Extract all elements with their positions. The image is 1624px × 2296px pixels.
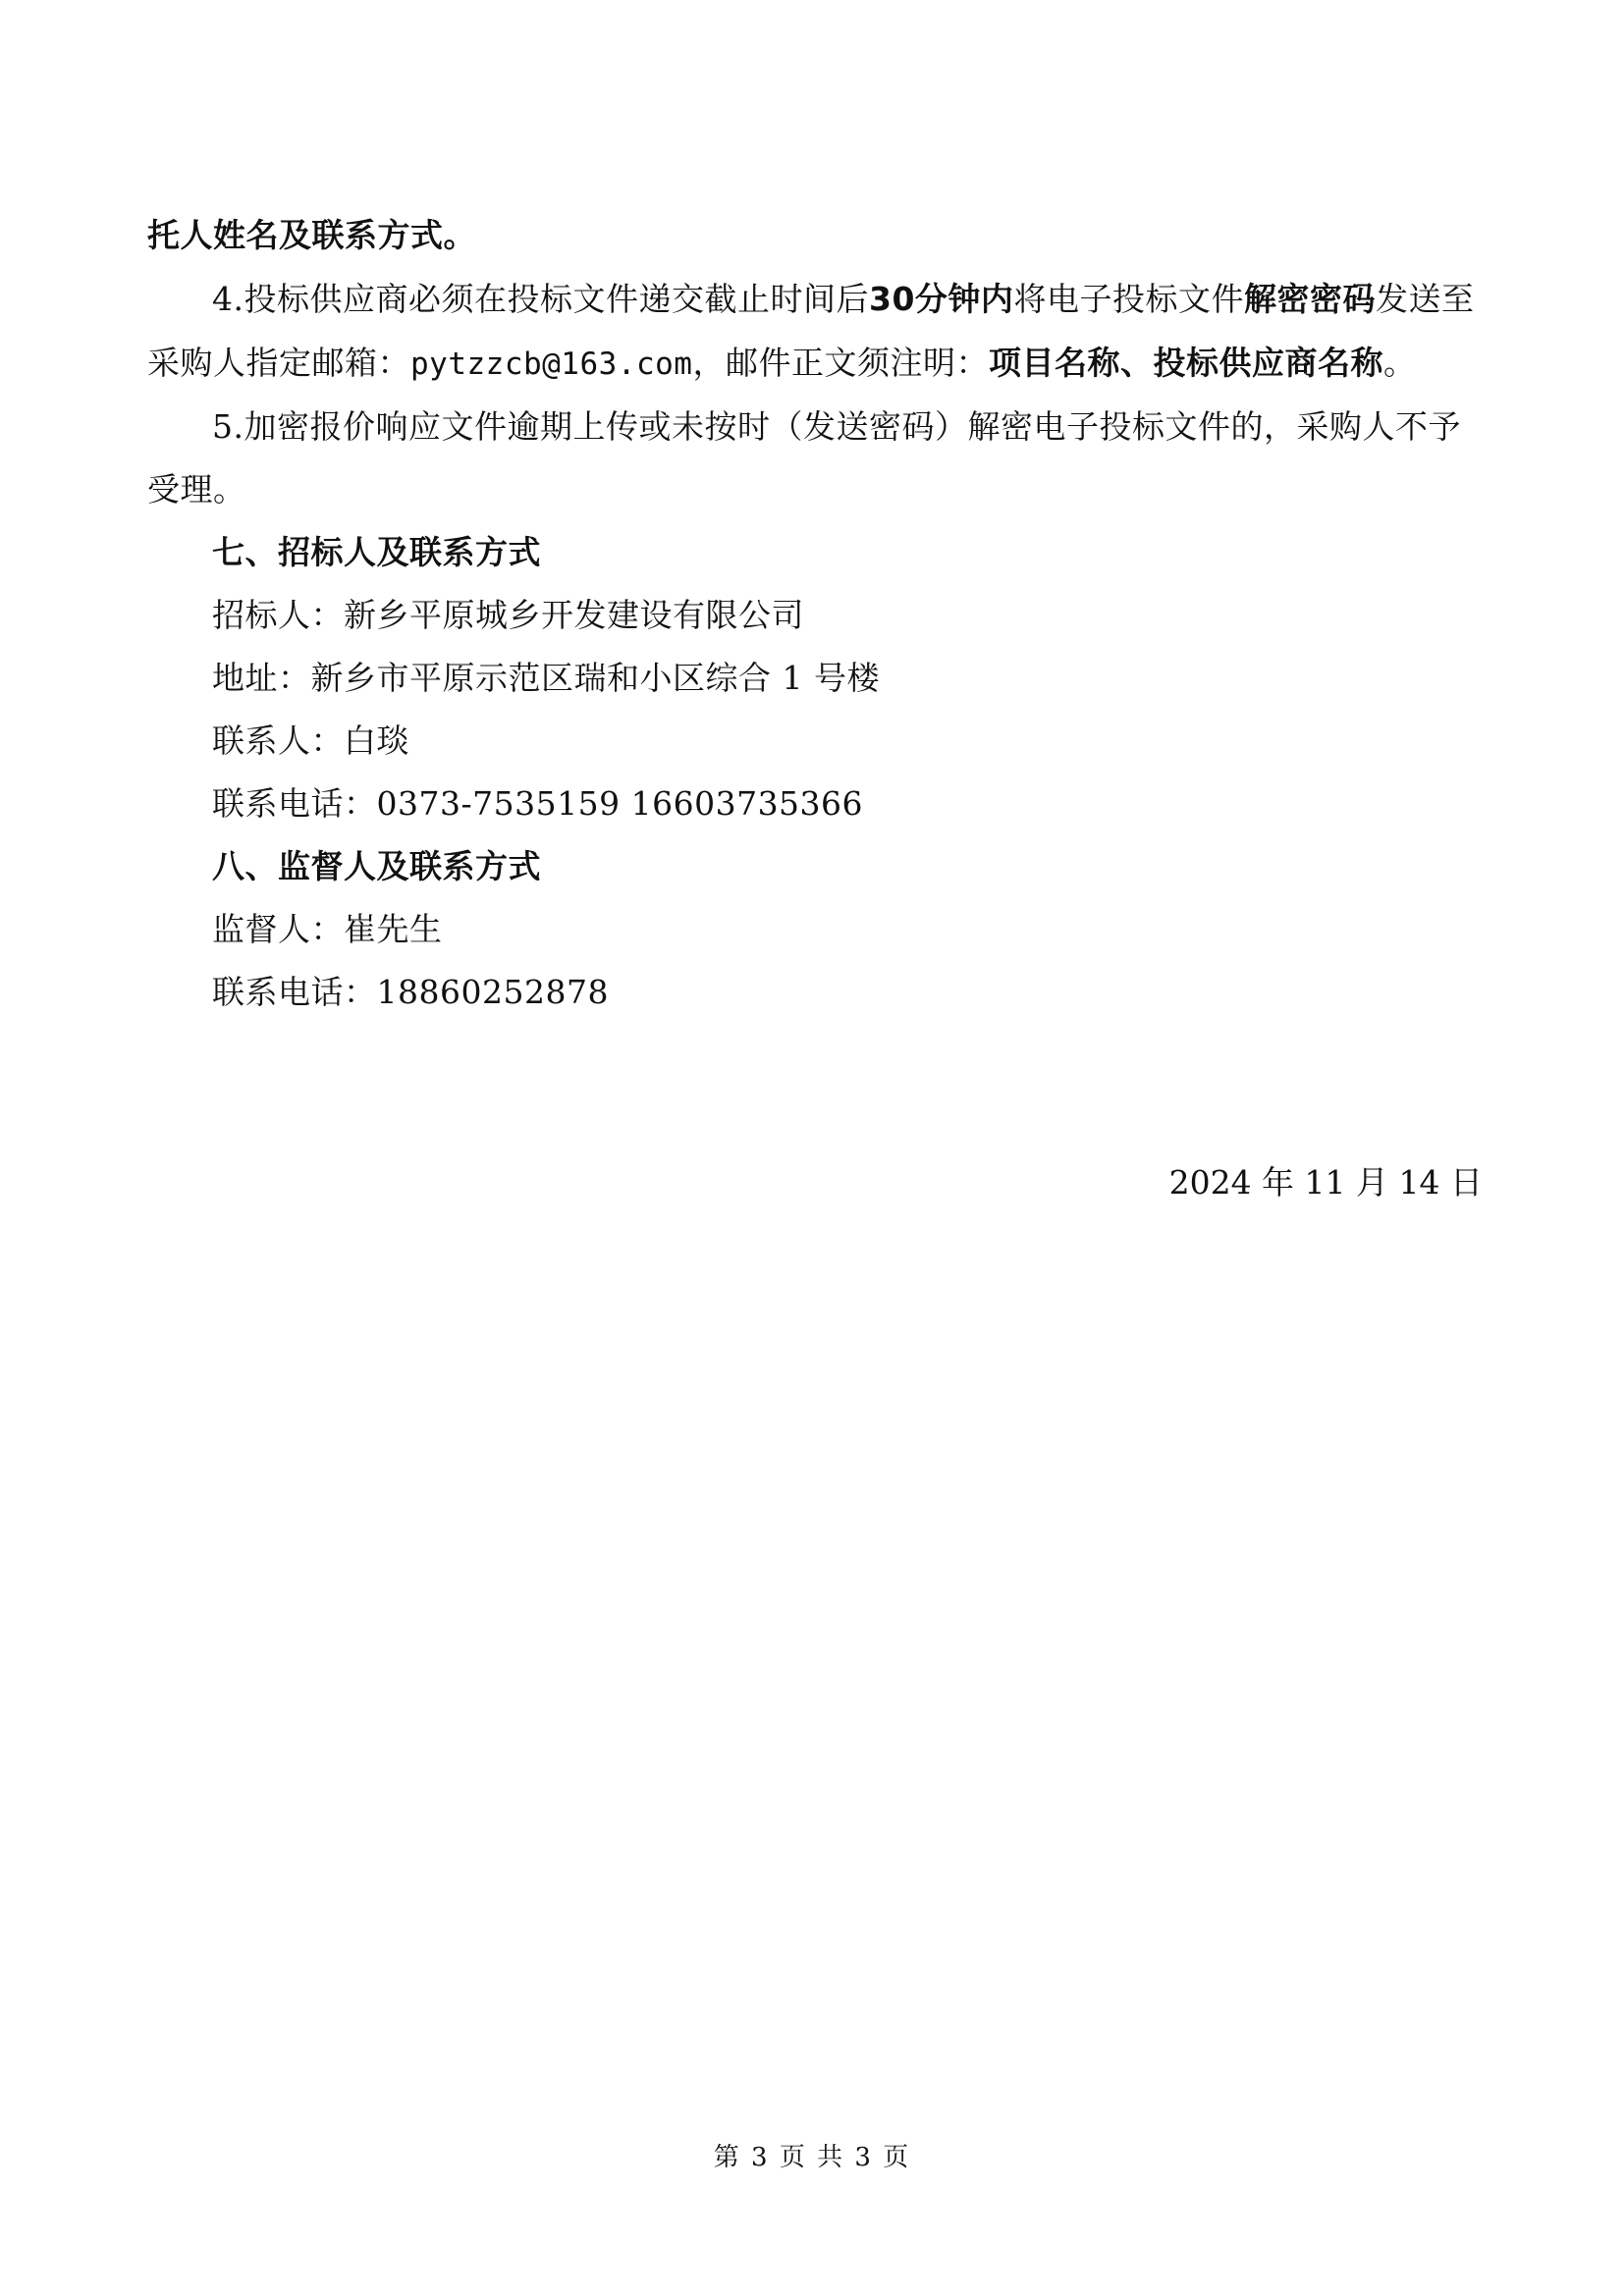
email-address: pytzzcb@163.com: [410, 347, 693, 382]
supervisor-phone-line: 联系电话：18860252878: [212, 973, 609, 1011]
document-date: 2024 年 11 月 14 日: [1168, 1163, 1483, 1201]
contact-line: 联系人：白琰: [212, 721, 409, 760]
section-7-heading: 七、招标人及联系方式: [212, 533, 541, 571]
item-4-bold-time: 30分钟内: [869, 280, 1014, 318]
item-4-text-b: 将电子投标文件: [1013, 280, 1244, 318]
section-8-heading: 八、监督人及联系方式: [212, 847, 541, 885]
item-4-line-2: [147, 342, 1483, 386]
item-4-text-c: 发送至: [1375, 280, 1475, 318]
item-4-text-f: 。: [1382, 344, 1417, 382]
tenderer-line: 招标人：新乡平原城乡开发建设有限公司: [212, 596, 804, 634]
item-4-bold-password: 解密密码: [1243, 280, 1376, 318]
supervisor-line: 监督人：崔先生: [212, 910, 443, 948]
item-5-line-1: 5.加密报价响应文件逾期上传或未按时（发送密码）解密电子投标文件的，采购人不予: [212, 407, 1461, 446]
item-5-line-2: 受理。: [147, 470, 246, 508]
item-4-line-1: [212, 278, 1479, 321]
item-4-text-e: ，邮件正文须注明：: [692, 344, 989, 382]
page-footer: 第 3 页 共 3 页: [713, 2143, 911, 2172]
continued-line-bold: [147, 214, 1483, 257]
item-4-bold-note: 项目名称、投标供应商名称: [988, 344, 1383, 382]
continued-text: 托人姓名及联系方式。: [147, 216, 476, 254]
address-line: 地址：新乡市平原示范区瑞和小区综合 1 号楼: [212, 659, 880, 697]
item-4-text-d: 采购人指定邮箱：: [147, 344, 410, 382]
phone-line: 联系电话：0373-7535159 16603735366: [212, 784, 864, 823]
item-4-text-a: 4.投标供应商必须在投标文件递交截止时间后: [212, 280, 869, 318]
